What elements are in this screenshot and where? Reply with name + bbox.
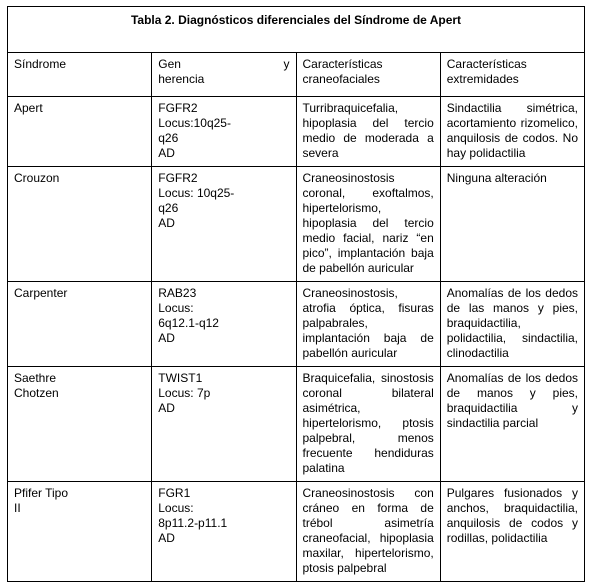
- gene-cell: [152, 367, 296, 482]
- header-gene: [152, 53, 296, 97]
- syndrome-cell: [8, 97, 152, 167]
- gene-cell-line: AD: [158, 331, 175, 345]
- syndrome-cell: [8, 282, 152, 367]
- table-title: Tabla 2. Diagnósticos diferenciales del Síndrome de Apert: [8, 7, 585, 53]
- table-body: [8, 97, 585, 582]
- header-row: [8, 53, 585, 97]
- syndrome-cell: [8, 482, 152, 582]
- extremities-cell: Anomalías de los dedos de manos y pies, braquidactilia y sindactilia parcial: [440, 367, 584, 482]
- header-extremities-line1: Características: [446, 57, 527, 71]
- gene-cell-line: Locus:: [158, 301, 194, 315]
- gene-cell-line: Locus: 7p: [158, 386, 211, 400]
- extremities-cell: Ninguna alteración: [440, 167, 584, 282]
- craneofacial-cell: Craneosinostosis con cráneo en forma de trébol asimetría craneofacial, hipoplasia maxilar, hipertelorismo, ptosis palpebral: [296, 482, 440, 582]
- header-syndrome: Síndrome: [8, 53, 152, 97]
- extremities-cell: Sindactilia simétrica, acortamiento rizomelico, anquilosis de codos. No hay polidactilia: [440, 97, 584, 167]
- header-craneofacial: Características craneofaciales: [296, 53, 440, 97]
- extremities-cell: Anomalías de los dedos de las manos y pies, braquidactilia, polidactilia, sindactilia, clinodactilia: [440, 282, 584, 367]
- syndrome-cell-line: Pfifer Tipo: [14, 486, 69, 500]
- extremities-cell: Pulgares fusionados y anchos, braquidactilia, anquilosis de codos y rodillas, polidactilia: [440, 482, 584, 582]
- table-row: [8, 367, 585, 482]
- gene-cell-line: FGFR2: [158, 101, 198, 115]
- gene-cell: [152, 282, 296, 367]
- header-extremities: [440, 53, 584, 97]
- gene-cell-line: 6q12.1-q12: [158, 316, 219, 330]
- craneofacial-cell: Braquicefalia, sinostosis coronal bilateral asimétrica, hipertelorismo, ptosis palpebral, menos frecuente hendiduras palatina: [296, 367, 440, 482]
- header-gene-word: Gen: [158, 57, 181, 71]
- gene-cell: [152, 482, 296, 582]
- gene-cell-line: Locus:10q25-: [158, 116, 231, 130]
- syndrome-cell-line: Chotzen: [14, 386, 59, 400]
- title-row: [8, 7, 585, 53]
- table-row: [8, 97, 585, 167]
- craneofacial-cell: Craneosinostosis coronal, exoftalmos, hipertelorismo, hipoplasia del tercio medio facial, nariz “en pico”, implantación baja de pabellón auricular: [296, 167, 440, 282]
- gene-cell-line: AD: [158, 401, 175, 415]
- gene-cell-line: AD: [158, 531, 175, 545]
- gene-cell-line: q26: [158, 131, 179, 145]
- gene-cell-line: TWIST1: [158, 371, 203, 385]
- gene-cell-line: FGFR2: [158, 171, 198, 185]
- craneofacial-cell: Turribraquicefalia, hipoplasia del tercio medio de moderada a severa: [296, 97, 440, 167]
- syndrome-cell-line: Saethre: [14, 371, 57, 385]
- gene-cell-line: AD: [158, 146, 175, 160]
- syndrome-cell-line: Apert: [14, 101, 43, 115]
- gene-cell: [152, 97, 296, 167]
- gene-cell: [152, 167, 296, 282]
- header-gene-inheritance: herencia: [158, 72, 205, 86]
- table-row: [8, 167, 585, 282]
- gene-cell-line: AD: [158, 216, 175, 230]
- differential-diagnosis-table: [7, 6, 585, 582]
- header-gene-and: y: [283, 57, 290, 71]
- gene-cell-line: q26: [158, 201, 179, 215]
- gene-cell-line: Locus: 10q25-: [158, 186, 235, 200]
- syndrome-cell: [8, 367, 152, 482]
- craneofacial-cell: Craneosinostosis, atrofia óptica, fisuras palpabrales, implantación baja de pabellón auricular: [296, 282, 440, 367]
- table-row: [8, 482, 585, 582]
- syndrome-cell-line: Carpenter: [14, 286, 68, 300]
- gene-cell-line: Locus:: [158, 501, 194, 515]
- gene-cell-line: 8p11.2-p11.1: [158, 516, 228, 530]
- syndrome-cell: [8, 167, 152, 282]
- header-extremities-line2: extremidades: [446, 72, 519, 86]
- table-row: [8, 282, 585, 367]
- syndrome-cell-line: II: [14, 501, 21, 515]
- syndrome-cell-line: Crouzon: [14, 171, 60, 185]
- gene-cell-line: FGR1: [158, 486, 191, 500]
- gene-cell-line: RAB23: [158, 286, 197, 300]
